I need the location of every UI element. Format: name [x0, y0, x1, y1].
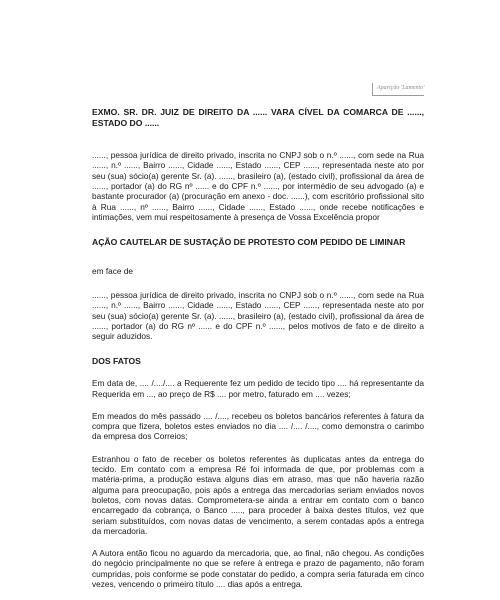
- fact-paragraph: Em meados do mês passado .... /...., recebeu os boletos bancários referentes à fatura da compra que fizera, boletos estes enviados no dia .... /.... /...., como demonstra o carimbo da empresa dos Correios;: [92, 410, 424, 442]
- action-title: AÇÃO CAUTELAR DE SUSTAÇÃO DE PROTESTO COM PEDIDO DE LIMINAR: [92, 237, 406, 248]
- court-heading: EXMO. SR. DR. JUIZ DE DIREITO DA ...... VARA CÍVEL DA COMARCA DE ......, ESTADO DO ......: [92, 107, 424, 128]
- fact-paragraph: A Autora então ficou no aguardo da mercadoria, que, ao final, não chegou. As condições do negócio principalmente no que se refere à entrega e prazo de pagamento, não foram cumpridas, pois conforme se pode constatar do pedido, a compra seria faturada em cinco vezes, vencendo o primeiro título .... dias após a entrega.: [92, 548, 424, 589]
- header-stamp: Aparição 'Lamento': [372, 83, 424, 96]
- facing-label: em face de: [92, 265, 134, 276]
- fact-paragraph: Em data de, .... /..../.... a Requerente fez um pedido de tecido tipo .... há representante da Requerida em ..., ao preço de R$ .... por metro, faturado em .... vezes;: [92, 378, 424, 399]
- document-body: [92, 107, 424, 589]
- plaintiff-paragraph: ......, pessoa jurídica de direito privado, inscrita no CNPJ sob o n.º ......, com sede na Rua ......, n.º ......, Bairro ......, Cidade ......, Estado ......, CEP ......, representada neste ato por seu (sua) sócio(a) gerente Sr. (a). ......, brasileiro (a), (estado civil), profissional da área de ......, portador (a) do RG nº ...... e do CPF n.º ......, por intermédio de seu advogado (a) e bastante procurador (a) (procuração em anexo - doc. ......), com escritório profissional sito à Rua ......, nº ......, Bairro ......, Cidade ......, Estado ......, onde recebe notificações e intimações, vem mui respeitosamente à presença de Vossa Excelência propor: [92, 150, 424, 222]
- facts-title: DOS FATOS: [92, 355, 141, 366]
- fact-paragraph: Estranhou o fato de receber os boletos referentes às duplicatas antes da entrega do tecido. Em contato com a empresa Ré foi informada de que, por problemas com a matéria-prima, a produção estava alguns dias em atraso, mas que não haveria razão alguma para preocupação, pois após a entrega das mercadorias seriam enviados novos boletos, com novas datas. Comprometera-se ainda a entrar em contato com o banco encarregado da cobrança, o Banco ....., para proceder à baixa destes títulos, vez que seriam substituídos, com novas datas de vencimento, a serem contadas após a entrega da mercadoria.: [92, 453, 424, 536]
- defendant-paragraph: ......, pessoa jurídica de direito privado, inscrita no CNPJ sob o n.º ......, com sede na Rua ......, n.º ......, Bairro ......, Cidade ......, Estado ......, CEP ......, representada neste ato por seu (sua) sócio(a) gerente Sr. (a). ......, brasileiro (a), (estado civil), profissional da área de ......, portador (a) do RG nº ...... e do CPF n.º ......, pelos motivos de fato e de direito a seguir aduzidos.: [92, 290, 424, 342]
